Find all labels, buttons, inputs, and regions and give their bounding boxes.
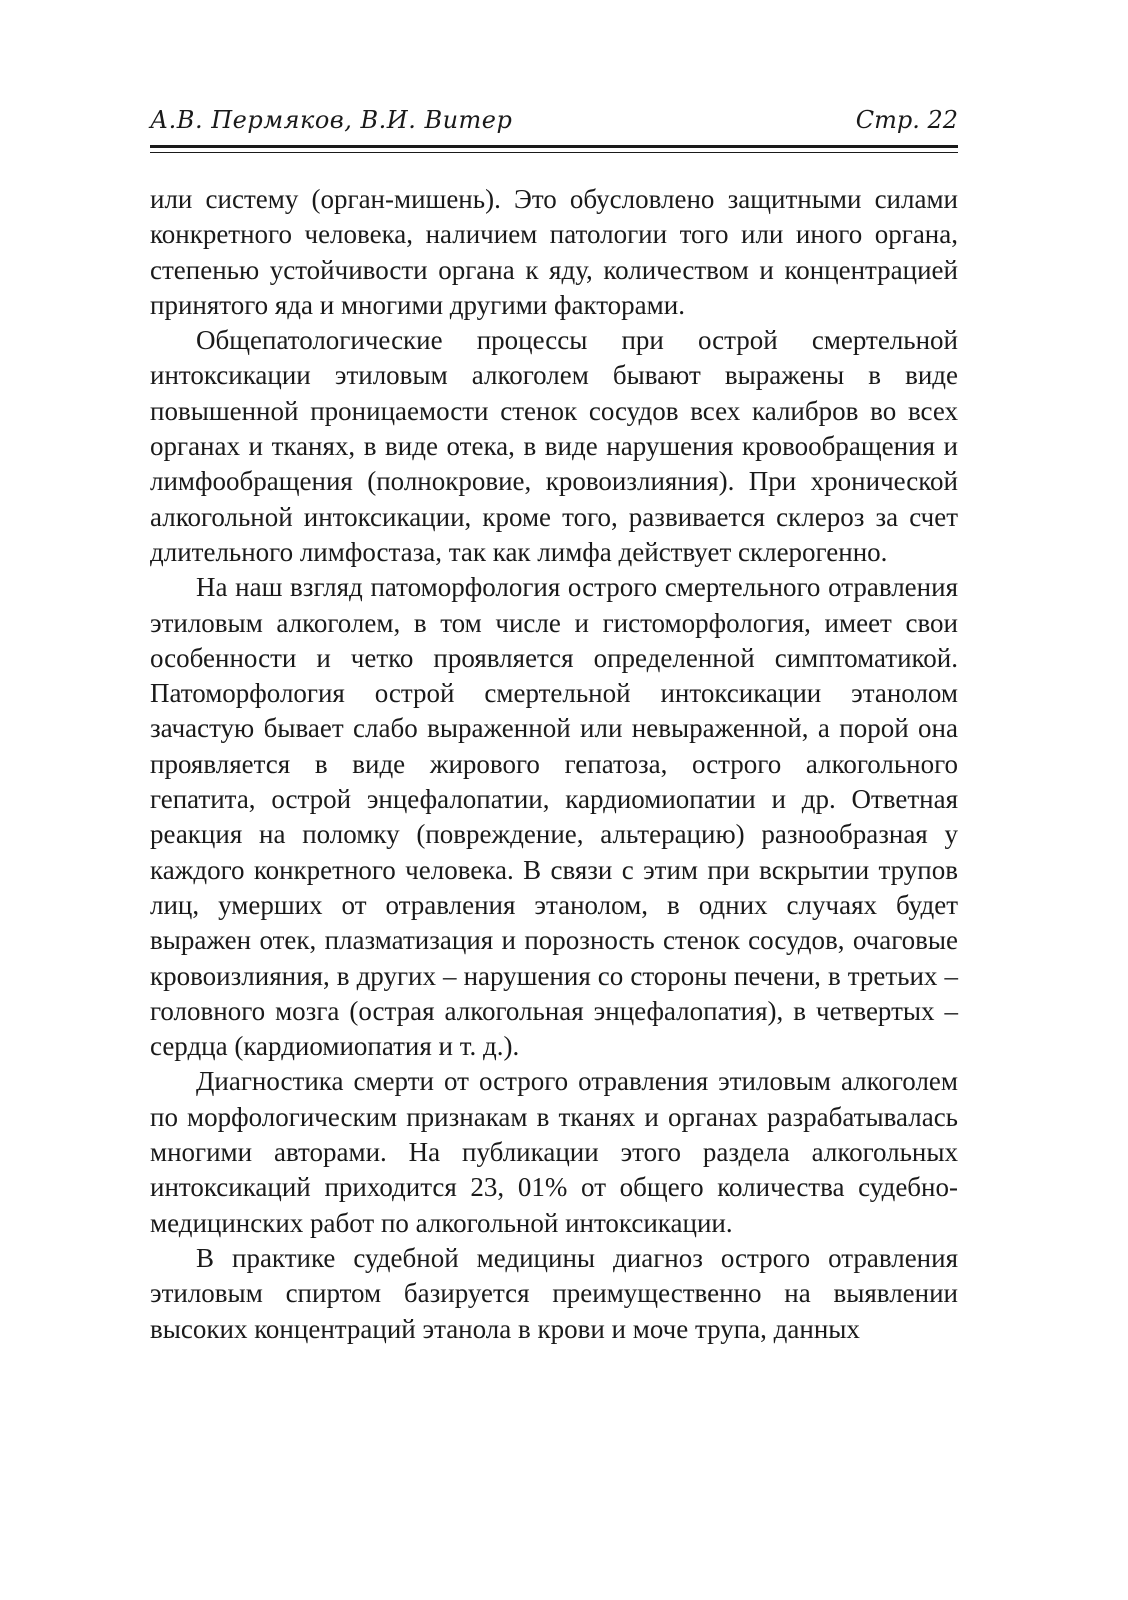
- paragraph: На наш взгляд патоморфология острого смертельного отравления этиловым алкоголем, в том числе и гистоморфология, имеет свои особенности и четко проявляется определенной симптоматикой. Патоморфология острой смертельной интоксикации этанолом зачастую бывает слабо выраженной или невыраженной, а порой она проявляется в виде жирового гепатоза, острого алкогольного гепатита, острой энцефалопатии, кардиомиопатии и др. Ответная реакция на поломку (повреждение, альтерацию) разнообразная у каждого конкретного человека. В связи с этим при вскрытии трупов лиц, умерших от отравления этанолом, в одних случаях будет выражен отек, плазматизация и порозность стенок сосудов, очаговые кровоизлияния, в других – нарушения со стороны печени, в третьих – головного мозга (острая алкогольная энцефалопатия), в четвертых – сердца (кардиомиопатия и т. д.).: [150, 572, 958, 1062]
- header-rule-thin: [150, 152, 958, 153]
- paragraph: В практике судебной медицины диагноз острого отравления этиловым спиртом базируется преимущественно на выявлении высоких концентраций этанола в крови и моче трупа, данных: [150, 1242, 958, 1344]
- paragraph: Общепатологические процессы при острой смертельной интоксикации этиловым алкоголем бывают выражены в виде повышенной проницаемости стенок сосудов всех калибров во всех органах и тканях, в виде отека, в виде нарушения кровообращения и лимфообращения (полнокровие, кровоизлияния). При хронической алкогольной интоксикации, кроме того, развивается склероз за счет длительного лимфостаза, так как лимфа действует склерогенно.: [150, 325, 958, 567]
- header-page-number: Стр. 22: [855, 106, 958, 134]
- body-text: [150, 182, 958, 1347]
- running-header: [150, 100, 958, 142]
- paragraph-continued: или систему (орган-мишень). Это обусловлено защитными силами конкретного человека, наличием патологии того или иного органа, степенью устойчивости органа к яду, количеством и концентрацией принятого яда и многими другими факторами.: [150, 184, 958, 320]
- header-author: А.В. Пермяков, В.И. Витер: [150, 106, 513, 134]
- header-rule-thick: [150, 145, 958, 148]
- paragraph: Диагностика смерти от острого отравления этиловым алкоголем по морфологическим признакам в тканях и органах разрабатывалась многими авторами. На публикации этого раздела алкогольных интоксикаций приходится 23, 01% от общего количества судебно-медицинских работ по алкогольной интоксикации.: [150, 1066, 958, 1238]
